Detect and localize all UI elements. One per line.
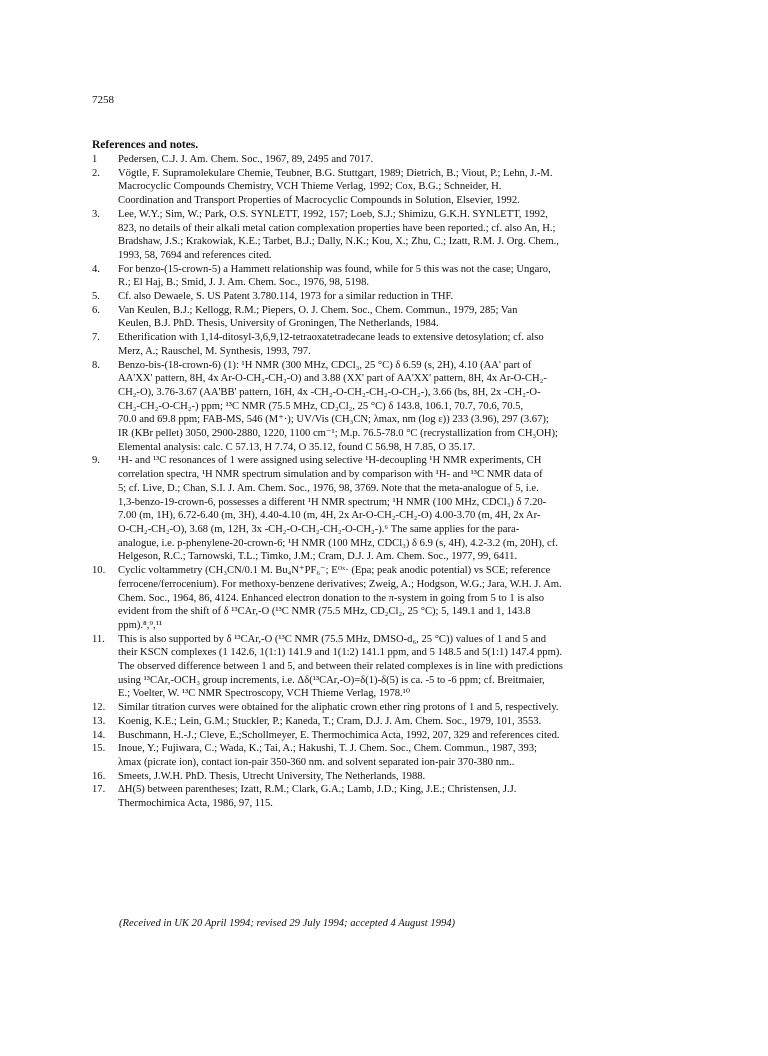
reference-number: 13. — [92, 715, 106, 727]
reference-number: 10. — [92, 565, 106, 577]
reference-item — [92, 770, 677, 784]
reference-text: ¹H- and ¹³C resonances of 1 were assigned using selective ¹H-decoupling ¹H NMR experiments, CH correlation spectra, ¹H NMR spectrum simulation and by comparison with ¹H- and ¹³C NMR data of 5; cf. Live, D.; Chan, S.I. J. Am. Chem. Soc., 1976, 98, 3769. Note that the meta-analogue of 5, i.e. 1,3-benzo-19-crown-6, possesses a different ¹H NMR spectrum; ¹H NMR (100 MHz, CDCl₃) δ 7.20- 7.00 (m, 1H), 6.72-6.40 (m, 3H), 4.40-4.10 (m, 4H, 2x Ar-O-CH₂-CH₂-O) 4.00-3.70 (m, 4H, 2x Ar- O-CH₂-CH₂-O), 3.68 (m, 12H, 3x -CH₂-O-CH₂-CH₂-O-CH₂-).⁶ The same applies for the para- analogue, i.e. p-phenylene-20-crown-6; ¹H NMR (100 MHz, CDCl₃) δ 6.9 (s, 4H), 4.2-3.2 (m, 20H), cf. Helgeson, R.C.; Tarnowski, T.L.; Timko, J.M.; Cram, D.J. J. Am. Chem. Soc., 1977, 99, 6411. — [118, 455, 558, 563]
reference-number: 9. — [92, 455, 100, 467]
references-section — [92, 139, 677, 811]
reference-item — [92, 729, 677, 743]
reference-text: Koenig, K.E.; Lein, G.M.; Stuckler, P.; Kaneda, T.; Cram, D.J. J. Am. Chem. Soc., 1979, 101, 3553. — [118, 715, 542, 727]
reference-number: 3. — [92, 208, 100, 220]
reference-number: 1 — [92, 154, 98, 165]
reference-text: Smeets, J.W.H. PhD. Thesis, Utrecht University, The Netherlands, 1988. — [118, 770, 426, 782]
reference-item — [92, 783, 677, 810]
reference-text: Vögtle, F. Supramolekulare Chemie, Teubner, B.G. Stuttgart, 1989; Dietrich, B.; Viout, P.; Lehn, J.-M. Macrocyclic Compounds Chemistry, VCH Thieme Verlag, 1992; Cox, B.G.; Schneider, H. Coordination and Transport Properties of Macrocyclic Compounds in Solution, Elsevier, 1992. — [118, 167, 553, 207]
reference-text: Etherification with 1,14-ditosyl-3,6,9,12-tetraoxatetradecane leads to extensive detosylation; cf. also Merz, A.; Rauschel, M. Synthesis, 1993, 797. — [118, 332, 544, 357]
reference-number: 4. — [92, 263, 100, 275]
reference-text: Similar titration curves were obtained for the aliphatic crown ether ring protons of 1 and 5, respectively. — [118, 702, 559, 714]
references-heading: References and notes. — [92, 139, 199, 151]
reference-item — [92, 263, 677, 290]
reference-item — [92, 153, 677, 167]
reference-text: Cf. also Dewaele, S. US Patent 3.780.114, 1973 for a similar reduction in THF. — [118, 291, 454, 303]
reference-item — [92, 304, 677, 331]
reference-number: 12. — [92, 702, 106, 714]
reference-number: 6. — [92, 304, 100, 316]
reference-list — [92, 153, 677, 811]
reference-item — [92, 454, 677, 564]
reference-number: 16. — [92, 770, 106, 782]
reference-text: Cyclic voltammetry (CH₃CN/0.1 M. Bu₄N⁺PF₆⁻; Eᴼˣ· (Epa; peak anodic potential) vs SCE; reference ferrocene/ferrocenium). For methoxy-benzene derivatives; Zweig, A.; Hodgson, W.G.; Jara, W.H. J. Am. Chem. Soc., 1964, 86, 4124. Enhanced electron donation to the π-system in going from 5 to 1 is also evident from the shift of δ ¹³CAr,-O (¹³C NMR (75.5 MHz, CD₂Cl₂, 25 °C); 5, 149.1 and 1, 143.8 ppm).⁸,⁹,¹¹ — [118, 565, 562, 631]
reference-item — [92, 742, 677, 769]
reference-item — [92, 701, 677, 715]
reference-text: Buschmann, H.-J.; Cleve, E.;Schollmeyer, E. Thermochimica Acta, 1992, 207, 329 and references cited. — [118, 729, 560, 741]
reference-number: 8. — [92, 359, 100, 371]
reference-item — [92, 290, 677, 304]
reference-item — [92, 633, 677, 702]
reference-item — [92, 564, 677, 633]
reference-number: 5. — [92, 291, 100, 303]
reference-number: 11. — [92, 633, 105, 645]
reference-number: 2. — [92, 167, 100, 179]
page-number: 7258 — [92, 94, 114, 106]
reference-text: Inoue, Y.; Fujiwara, C.; Wada, K.; Tai, A.; Hakushi, T. J. Chem. Soc., Chem. Commun., 1987, 393; λmax (picrate ion), contact ion-pair 350-360 nm. and solvent separated ion-pair 370-380 nm.. — [118, 743, 537, 768]
received-note: (Received in UK 20 April 1994; revised 29 July 1994; accepted 4 August 1994) — [119, 918, 456, 929]
reference-item — [92, 715, 677, 729]
reference-number: 17. — [92, 784, 106, 796]
reference-number: 7. — [92, 332, 100, 344]
reference-item — [92, 208, 677, 263]
reference-text: Lee, W.Y.; Sim, W.; Park, O.S. SYNLETT, 1992, 157; Loeb, S.J.; Shimizu, G.K.H. SYNLETT, 1992, 823, no details of their alkali metal cation complexation properties have been reported.; cf. also An, H.; Bradshaw, J.S.; Krakowiak, K.E.; Tarbet, B.J.; Dally, N.K.; Kou, X.; Zhu, C.; Izatt, R.M. J. Org. Chem., 1993, 58, 7694 and references cited. — [118, 208, 559, 261]
reference-number: 14. — [92, 729, 106, 741]
reference-item — [92, 167, 677, 208]
reference-text: Pedersen, C.J. J. Am. Chem. Soc., 1967, 89, 2495 and 7017. — [118, 154, 374, 165]
reference-item — [92, 331, 677, 358]
reference-text: For benzo-(15-crown-5) a Hammett relationship was found, while for 5 this was not the case; Ungaro, R.; El Haj, B.; Smid, J. J. Am. Chem. Soc., 1976, 98, 5198. — [118, 263, 551, 289]
reference-item — [92, 359, 677, 455]
reference-text: This is also supported by δ ¹³CAr,-O (¹³C NMR (75.5 MHz, DMSO-d₆, 25 °C)) values of 1 and 5 and their KSCN complexes (1 142.6, 1(1:1) 141.9 and 1(1:2) 141.1 ppm, and 5 148.5 and 5(1:1) 147.4 ppm). The observed difference between 1 and 5, and between their related complexes is in line with predictions using ¹³CAr,-OCH₃ group increments, i.e. Δδ(¹³CAr,-O)=δ(1)-δ(5) is ca. -5 to -6 ppm; cf. Breitmaier, E.; Voelter, W. ¹³C NMR Spectroscopy, VCH Thieme Verlag, 1978.¹⁰ — [118, 633, 563, 700]
reference-text: Benzo-bis-(18-crown-6) (1): ¹H NMR (300 MHz, CDCl₃, 25 °C) δ 6.59 (s, 2H), 4.10 (AA' part of AA'XX' pattern, 8H, 4x Ar-O-CH₂-CH₂-O) and 3.88 (XX' part of AA'XX' pattern, 8H, 4x Ar-O-CH₂- CH₂-O), 3.76-3.67 (AA'BB' pattern, 16H, 4x -CH₂-O-CH₂-CH₂-O-CH₂-), 3.66 (bs, 8H, 2x -CH₂-O- CH₂-CH₂-O-CH₂-) ppm; ¹³C NMR (75.5 MHz, CD₂Cl₂, 25 °C) δ 143.8, 106.1, 70.7, 70.6, 70.5, 70.0 and 69.8 ppm; FAB-MS, 546 (M⁺·); UV/Vis (CH₃CN; λmax, nm (log ε)) 233 (3.96), 297 (3.67); IR (KBr pellet) 3050, 2900-2880, 1220, 1100 cm⁻¹; M.p. 76.5-78.0 °C (recrystallization from CH₃OH); Elemental analysis: calc. C 57.13, H 7.74, O 35.12, found C 56.98, H 7.85, O 35.17. — [118, 359, 558, 453]
reference-number: 15. — [92, 743, 106, 755]
reference-text: ΔH(5) between parentheses; Izatt, R.M.; Clark, G.A.; Lamb, J.D.; King, J.E.; Christensen, J.J. Thermochimica Acta, 1986, 97, 115. — [118, 784, 517, 810]
reference-text: Van Keulen, B.J.; Kellogg, R.M.; Piepers, O. J. Chem. Soc., Chem. Commun., 1979, 285; Van Keulen, B.J. PhD. Thesis, University of Groningen, The Netherlands, 1984. — [118, 304, 518, 330]
